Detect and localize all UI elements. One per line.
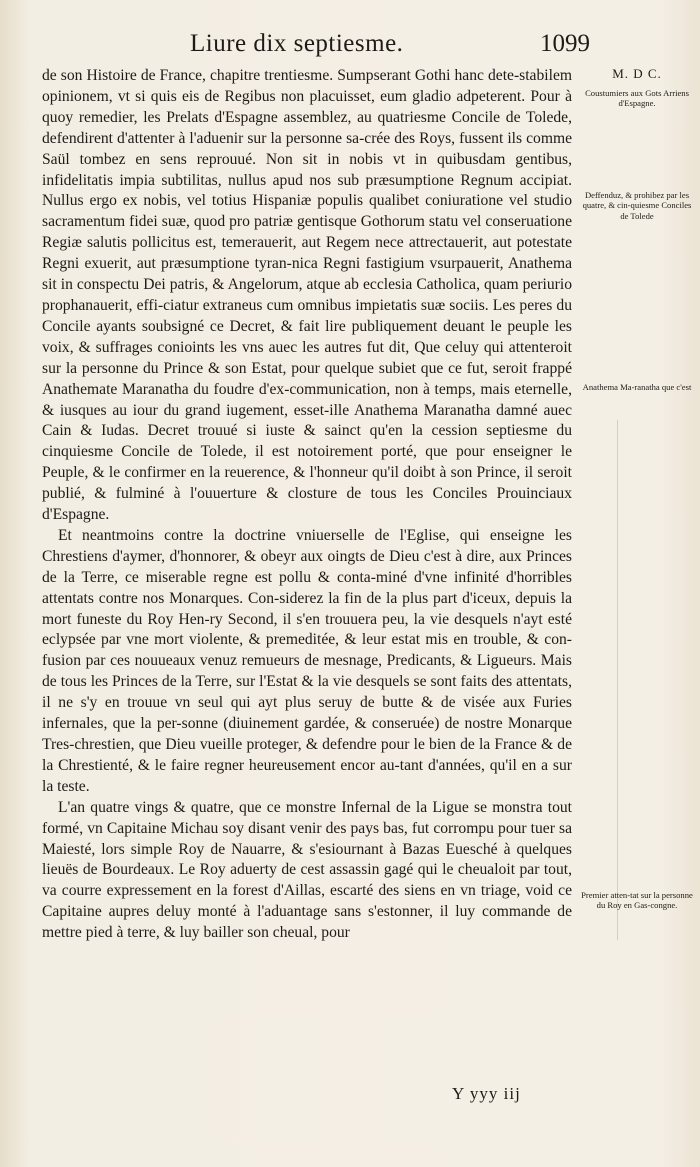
body-paragraph-2: Et neantmoins contre la doctrine vniuerselle de l'Eglise, qui enseigne les Chrestiens d'aymer, d'honnorer, & obeyr aux oingts de Dieu c'est à dire, aux Princes de la Terre, ce miserable regne est pollu & conta-miné d'vne infinité d'horribles attentats contre nos Monarques. Con-siderez la fin de la plus part d'iceux, depuis la mort funeste du Roy Hen-ry Second, il s'en trouuera peu, la vie desquels n'ayt esté eclypsée par vne mort violente, & premeditée, & leur estat mis en trouble, & con-fusion par ces nouueaux venuz remueurs de mesnage, Predicants, & Ligueurs. Mais de tous les Princes de la Terre, sur l'Estat & la vie desquels se sont faits des attentats, il ne s'y en trouue vn seul qui ayt plus seruy de butte & de visée aux Furies infernales, que la per-sonne (diuinement gardée, & conseruée) de nostre Monarque Tres-chrestien, que Dieu vueille proteger, & defendre pour le bien de la France & de la Chrestienté, & le faire regner heureusement encor au-tant d'années, qu'il en a sur la teste. [42,526,572,795]
margin-note-gothic-customs: Coustumiers aux Gots Arriens d'Espagne. [585,88,689,109]
body-paragraph-3: L'an quatre vings & quatre, que ce monstre Infernal de la Ligue se monstra tout formé, vn Capitaine Michau soy disant venir des pays bas, fut corrompu pour tuer sa Maiesté, lors simple Roy de Nauarre, & s'esiournant à Bazas Euesché à quelques lieuës de Bourdeaux. Le Roy aduerty de cest assassin gagé qui le cheualoit par tout, va courre expressement en la forest d'Aillas, escarté des siens en vn triage, void ce Capitaine aupres deluy monté à l'aduantage sans s'estonner, il luy commande de mettre pied à terre, & luy bailler son cheual, pour [42,798,572,942]
running-title: Liure dix septiesme. [190,30,404,57]
margin-note-councils: Deffenduz, & prohibez par les quatre, & cin-quiesme Conciles de Tolede [582,190,692,221]
signature-mark: Y yyy iij [452,1084,521,1103]
margin-divider [617,420,618,940]
margin-note-first-attempt: Premier atten-tat sur la personne du Roy en Gas-congne. [581,890,693,911]
body-paragraph-1: de son Histoire de France, chapitre trentiesme. Sumpserant Gothi hanc dete-stabilem opinionem, vt si quis eis de Regibus non placuisset, eum gladio adpeterent. Pour à quoy remedier, les Prelats d'Espagne assemblez, au quatriesme Concile de Tolede, defendirent d'attenter à l'aduenir sur la personne sa-crée des Roys, fussent ils comme Saül tombez en sens reprouué. Non sit in nobis vt in quibusdam gentibus, infidelitatis impia subtilitas, nullus apud nos sub præsumptione Regnum accipiat. Nullus ergo ex nobis, vel totius Hispaniæ populis qualibet coniuratione vel studio sacramentum fidei suæ, quod pro patriæ gentisque Gothorum statu vel conseruatione Regiæ salutis pollicitus est, temerauerit, aut Regem nece attrectauerit, aut potestate Regni exuerit, aut præsumptione tyran-nica Regni fastigium vsurpauerit, Anathema sit in conspectu Dei patris, & Angelorum, atque ab ecclesia Catholica, quam periurio prophanauerit, effi-ciatur extraneus cum omnibus impietatis suæ sociis. Les peres du Concile ayants soubsigné ce Decret, & fait lire publiquement deuant le peuple les voix, & suffrages conioints les vns auec les autres fut dit, Que celuy qui attenteroit sur la personne du Prince & son Estat, pour quelque subiet que ce fut, seroit frappé Anathemate Maranatha du foudre d'ex-communication, non à temps, mais eternelle, & iusques au iour du grand iugement, esset-ille Anathema Maranatha damné auec Cain & Iudas. Decret trouué si iuste & sainct qu'en la cession septiesme du cinquiesme Concile de Tolede, il est notoirement porté, que pour enseigner le Peuple, & le confirmer en la reuerence, & l'honneur qu'il doibt à son Prince, il seroit publié, & fulminé à l'ouuerture & closture de tous les Conciles Prouinciaux d'Espagne. [42,67,572,524]
margin-note-year: M. D C. [612,66,662,81]
page-header [170,30,590,64]
page-number: 1099 [540,30,590,57]
margin-note-anathema: Anathema Ma-ranatha que c'est [582,382,692,392]
main-text-column [42,66,572,944]
